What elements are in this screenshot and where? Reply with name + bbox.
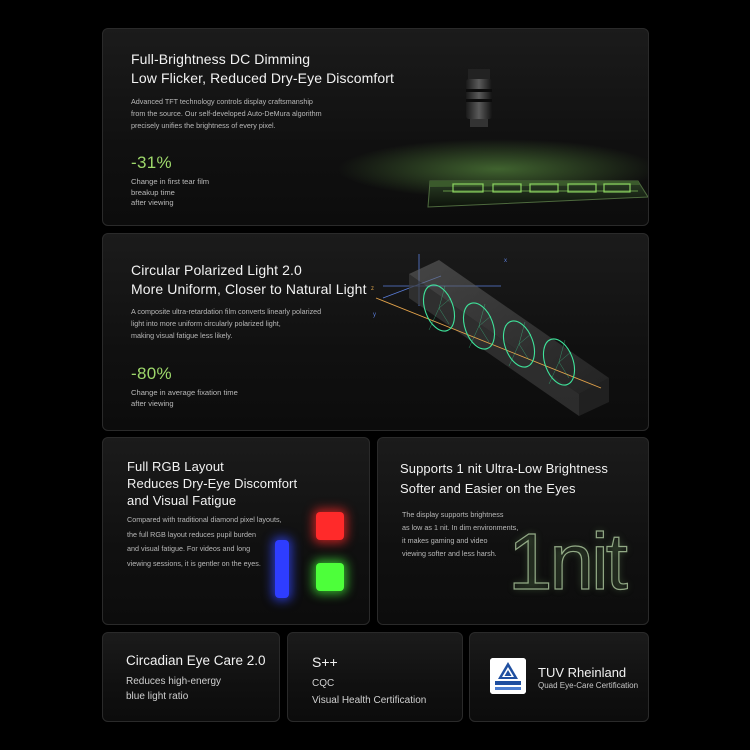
dc-dimming-desc-line-1: Advanced TFT technology controls display craftsmanship xyxy=(131,97,313,106)
low-brightness-card xyxy=(377,437,649,625)
polarized-stat: -80% xyxy=(131,364,172,383)
one-nit-graphic: 1nit xyxy=(508,517,625,606)
rgb-layout-card xyxy=(102,437,370,625)
dc-dimming-stat-desc-line-3: after viewing xyxy=(131,198,174,207)
cqc-description xyxy=(312,675,426,709)
rgb-title-line-2: Reduces Dry-Eye Discomfort xyxy=(127,476,298,491)
blue-subpixel-icon xyxy=(275,540,289,598)
polarized-title-line-1: Circular Polarized Light 2.0 xyxy=(131,262,302,278)
low-brightness-title-line-1: Supports 1 nit Ultra-Low Brightness xyxy=(400,461,608,476)
cqc-title: S++ xyxy=(312,654,338,670)
polarization-prism-illustration xyxy=(361,246,611,421)
tuv-subtitle: Quad Eye-Care Certification xyxy=(538,681,639,690)
dc-dimming-desc-line-3: precisely unifies the brightness of every pixel. xyxy=(131,120,276,130)
low-brightness-title xyxy=(400,459,608,499)
dc-dimming-desc-line-2: from the source. Our self-developed Auto-DeMura algorithm xyxy=(131,108,322,118)
circadian-description xyxy=(126,674,221,704)
dc-dimming-stat-description xyxy=(131,177,209,209)
polarized-stat-desc-line-2: after viewing xyxy=(131,398,174,408)
rgb-title-line-3: and Visual Fatigue xyxy=(127,493,237,508)
circadian-desc-line-1: Reduces high-energy xyxy=(126,676,222,687)
dc-dimming-title-line-1: Full-Brightness DC Dimming xyxy=(131,51,311,67)
cqc-desc-line-1: CQC xyxy=(312,678,335,689)
dc-dimming-stat-desc-line-1: Change in first tear film xyxy=(131,177,210,186)
axis-label-y: y xyxy=(373,312,376,318)
polarized-light-card xyxy=(102,233,649,431)
polarized-desc-line-2: light into more uniform circularly polarized light, xyxy=(131,318,281,328)
dc-dimming-title-line-2: Low Flicker, Reduced Dry-Eye Discomfort xyxy=(131,70,394,86)
camera-lens-icon xyxy=(466,69,492,127)
rgb-desc-line-1: Compared with traditional diamond pixel layouts, xyxy=(127,515,282,524)
rgb-desc-line-2: the full RGB layout reduces pupil burden xyxy=(127,529,257,539)
display-panel xyxy=(428,181,648,207)
low-brightness-desc-line-2: as low as 1 nit. In dim environments, xyxy=(402,523,519,532)
circadian-desc-line-2: blue light ratio xyxy=(126,691,189,702)
polarized-title xyxy=(131,261,367,299)
dc-dimming-description xyxy=(131,96,322,131)
axis-label-z: z xyxy=(371,286,374,292)
low-brightness-desc-line-3: it makes gaming and video xyxy=(402,536,488,545)
low-brightness-description xyxy=(402,508,518,560)
axis-label-x: x xyxy=(504,258,507,264)
rgb-description xyxy=(127,513,282,571)
low-brightness-desc-line-1: The display supports brightness xyxy=(402,510,504,519)
tuv-card xyxy=(469,632,649,722)
polarized-description xyxy=(131,306,321,341)
circadian-card xyxy=(102,632,280,722)
tuv-title: TUV Rheinland xyxy=(538,665,627,680)
tuv-logo xyxy=(490,658,526,694)
low-brightness-title-line-2: Softer and Easier on the Eyes xyxy=(400,481,576,496)
display-inspection-illustration xyxy=(318,69,648,224)
polarized-desc-line-1: A composite ultra-retardation film converts linearly polarized xyxy=(131,307,322,316)
dc-dimming-card xyxy=(102,28,649,226)
cqc-card xyxy=(287,632,463,722)
circadian-title: Circadian Eye Care 2.0 xyxy=(126,653,266,668)
tuv-triangle-logo-icon xyxy=(490,658,526,694)
dc-dimming-stat: -31% xyxy=(131,153,172,172)
rgb-desc-line-4: viewing sessions, it is gentler on the eyes. xyxy=(127,558,261,568)
red-subpixel-icon xyxy=(316,512,344,540)
cqc-desc-line-2: Visual Health Certification xyxy=(312,695,427,706)
green-subpixel-icon xyxy=(316,563,344,591)
prism-top xyxy=(409,260,609,394)
low-brightness-desc-line-4: viewing softer and less harsh. xyxy=(402,549,497,558)
polarized-desc-line-3: making visual fatigue less likely. xyxy=(131,330,233,340)
rgb-title xyxy=(127,458,297,509)
polarized-stat-desc-line-1: Change in average fixation time xyxy=(131,388,238,397)
polarized-title-line-2: More Uniform, Closer to Natural Light xyxy=(131,281,367,297)
rgb-desc-line-3: and visual fatigue. For videos and long xyxy=(127,544,251,553)
rgb-title-line-1: Full RGB Layout xyxy=(127,459,224,474)
dc-dimming-stat-desc-line-2: breakup time xyxy=(131,187,175,197)
polarized-stat-description xyxy=(131,388,238,409)
